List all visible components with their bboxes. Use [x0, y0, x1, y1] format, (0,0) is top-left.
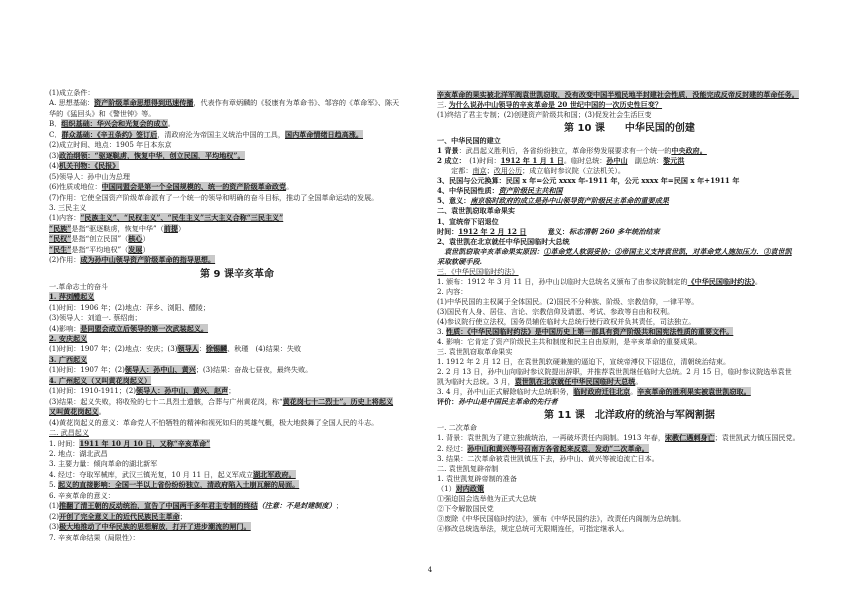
text-line: 2 成立： (1)时间：1912 年 1 月 1 日。临时总统：孙中山 副总统：黎元洪: [437, 156, 685, 166]
text-line: (1)内容：“民族主义”、“民权主义”、“民生主义”三大主义合称“三民主义”: [49, 213, 284, 223]
lesson-9-title: 第 9 课辛亥革命: [200, 268, 274, 280]
text-line: (3)极大地推动了中华民族的思想解放，打开了进步潮流的闸门。: [49, 522, 251, 532]
text-line: (1)时间：1906 年；(2)地点：萍乡、浏阳、醴陵；: [49, 302, 210, 312]
question-heading: 三. 为什么说孙中山领导的辛亥革命是 20 世纪中国的一次历史性巨变？: [437, 100, 663, 110]
text-line: 3. 三民主义: [49, 202, 87, 212]
text-line: ①强迫国会选举他为正式大总统: [437, 493, 537, 503]
text-line: 2. 地点：湖北武昌: [49, 448, 108, 458]
section-heading: 一.革命志士的奋斗: [49, 281, 109, 291]
text-line: 6. 辛亥革命的意义：: [49, 490, 115, 500]
text-line: ②下令解散国民党: [437, 503, 494, 513]
text-line: ③废除《中华民国临时约法》，颁布《中华民国约法》，改责任内阁制为总统制。: [437, 513, 686, 523]
text-line: 3. 4 月，孙中山正式解除临时大总统职务，临时政府迁往北京。辛亥革命的胜利果实被袁世凯窃取。: [437, 387, 751, 397]
text-line: 评价：孙中山是中国民主革命的先行者: [437, 397, 558, 407]
text-line: (2)开创了完全意义上的近代民族民主革命；: [49, 511, 187, 521]
text-line: 袁世凯窃取辛亥革命果实原因：①革命党人软弱妥协；②帝国主义支持袁世凯，对革命党人施加压力．③袁世凯: [437, 246, 792, 256]
text-line: 定都：南京；改用公历；成立临时参议院（立法机关）。: [437, 166, 625, 176]
text-line: (3)领导人：刘道一. 蔡绍南；: [49, 313, 142, 323]
text-line: (3)国民有人身、居住、言论、宗教信仰及请愿、考试、参政等自由和权利。: [437, 306, 675, 316]
text-line: (1)成立条件：: [49, 88, 95, 97]
subsection-heading: 1、宣统帝下诏退位: [437, 216, 499, 226]
text-line: 3. 结果：二次革命被袁世凯镇压下去，孙中山、黄兴等被迫流亡日本。: [437, 453, 659, 463]
section-heading: 二. 武昌起义: [49, 428, 89, 438]
text-line: (7)作用：它使全国资产阶级革命派有了一个统一的领导和明确的奋斗目标，推动了全国革命运动的发展。: [49, 192, 379, 202]
text-line: (2)成立时间、地点：1905 年日本东京: [49, 140, 172, 150]
subsection-heading: 4. 广州起义（又叫黄花岗起义）: [49, 375, 152, 385]
text-line: (1)时间：1907 年；(2)地点：安庆；(3)领导人：徐锡麟、秋瑾 (4)结果：失败: [49, 344, 302, 354]
text-line: (1)时间：1910-1911；(2)领导人：孙中山、黄兴、赵声；: [49, 386, 236, 396]
text-line: 7. 辛亥革命结果（局限性）：: [49, 532, 140, 542]
text-line: 4、中华民国性质：资产阶级民主共和国: [437, 186, 563, 196]
text-line: 4. 经过：夺取军械库，武汉三镇光复，10 月 11 日，起义军成立湖北军政府。: [49, 469, 296, 479]
section-heading: 三. 袁世凯窃取革命果实: [437, 347, 513, 357]
text-line: (6)性质或地位：中国同盟会是第一个全国规模的、统一的资产阶级革命政党。: [49, 182, 294, 192]
text-line: 3. 主要力量：倾向革命的湖北新军: [49, 459, 158, 469]
text-line: 3. 性质：《中华民国临时约法》是中国历史上第一部具有资产阶级共和国宪法性质的重要文件。: [437, 327, 734, 337]
text-line: (4)机关刊物：《民报》: [49, 161, 120, 171]
text-line: 又叫黄花岗起义。: [49, 407, 106, 417]
text-line: 1. 颁布：1912 年 3 月 11 日，孙中山以临时大总统名义颁布了由参议院制定的《中华民国临时约法》。: [437, 276, 762, 286]
text-line: (3)政治纲领：“驱逐鞑虏，恢复中华，创立民国，平均地权”。: [49, 150, 245, 160]
page-number: 4: [427, 566, 433, 574]
subsection-heading: 2. 安庆起义: [49, 333, 88, 343]
text-line: 辛亥革命的果实被北洋军阀袁世凯窃取，没有改变中国半殖民地半封建社会性质，没能完成反帝反封建的革命任务。: [437, 90, 799, 99]
text-line: 1 背景：武昌起义胜利后，各省纷纷独立，革命形势发展要求有一个统一的中央政府。: [437, 146, 707, 156]
section-heading: 一、中华民国的建立: [437, 136, 501, 146]
text-line: A. 思想基础：资产阶级革命思想得到迅速传播，代表作有章炳麟的《驳康有为革命书》、邹容的《革命军》、陈天: [49, 98, 400, 108]
text-line: 1. 袁世凯复辟帝制的准备: [437, 473, 517, 483]
text-line: (1)中华民国的主权属于全体国民。(2)国民不分种族、阶级、宗教信仰，一律平等。: [437, 296, 699, 306]
text-line: “民族”是指“驱逐鞑虏，恢复中华”（前提）: [49, 223, 186, 233]
section-heading: 一. 二次革命: [437, 423, 477, 433]
text-line: “民权”是指“创立民国”（核心）: [49, 234, 150, 244]
text-line: (3)结果：起义失败，将收殓的七十二具烈士遗骸，合葬与广州黄花岗，称“黄花岗七十二烈士”。历史上将起义: [49, 396, 394, 406]
lesson-11-title: 第 11 课 北洋政府的统治与军阀割据: [544, 410, 715, 422]
text-line: 4. 影响：它肯定了资产阶级民主共和制度和民主自由原则，是辛亥革命的重要成果。: [437, 337, 702, 347]
section-heading: 二、袁世凯窃取革命果实: [437, 206, 516, 216]
text-line: (1)推翻了清王朝的反动统治，宣告了中国两千多年君主专制的终结（注意：不是封建制度）；: [49, 501, 343, 511]
text-line: 3、民国与公元换算：民国 x 年=公元 xxxx 年-1911 年，公元 xxxx 年=民国 x 年+1911 年: [437, 176, 740, 186]
text-line: 采取软硬手段.: [437, 256, 483, 266]
text-line: 5、意义：南京临时政府的成立是孙中山领导资产阶级民主革命的重要成果: [437, 196, 669, 206]
text-line: (5)领导人：孙中山为总理: [49, 171, 130, 181]
subsection-heading: 3. 广西起义: [49, 354, 88, 364]
text-line: (1)时间：1907 年；(2)领导人：孙中山、黄兴；(3)结果：奋战七昼夜，最终失败。: [49, 365, 313, 375]
left-column: [49, 88, 425, 543]
text-line: ④修改总统选举法，规定总统可无限期连任，可指定继承人。: [437, 523, 629, 533]
text-line: 1. 背景：袁世凯为了建立独裁统治，一再破坏责任内阁制。1913 年春，宋教仁遇刺身亡；袁世凯武力镇压国民党。: [437, 433, 800, 443]
text-line: B．组织基础：华兴会和光复会的成立。: [49, 119, 175, 129]
text-line: 2. 内容：: [437, 286, 468, 296]
text-line: （1）对内政策: [437, 483, 485, 493]
text-line: C．群众基础：《辛丑条约》签订后，清政府沦为帝国主义统治中国的工具，国内革命情绪日趋高涨。: [49, 129, 364, 139]
text-line: 2. 经过：孙中山和黄兴等号召南方各省起来反袁，发动“二次革命。: [437, 443, 649, 453]
text-line: (1)终结了君主专制；(2)创建资产阶级共和国；(3)促发社会生活巨变: [437, 110, 652, 120]
text-line: 1. 1912 年 2 月 12 日，在袁世凯软硬兼施的逼迫下，宣统帝溥仪下诏退位，清朝统治结束。: [437, 357, 731, 367]
section-heading: 二. 袁世凯复辟帝制: [437, 463, 499, 473]
lesson-10-title: 第 10 课 中华民国的创建: [564, 123, 695, 135]
text-line: (4)影响：是同盟会成立后领导的第一次武装起义。: [49, 323, 209, 333]
subsection-heading: 1. 萍浏醴起义: [49, 292, 95, 302]
text-line: 1. 时间：1911 年 10 月 10 日，又称“辛亥革命”: [49, 438, 211, 448]
right-column: [437, 90, 822, 534]
text-line: (4)黄花岗起义的意义：革命党人不怕牺牲的精神和视死如归的英雄气概，极大地鼓舞了全国人民的斗志。: [49, 417, 379, 427]
text-line: (2)作用：成为孙中山领导资产阶级革命的指导思想。: [49, 255, 216, 265]
section-heading: 三．《中华民国临时约法》: [437, 266, 519, 276]
text-line: 2. 2 月 13 日，孙中山向临时参议院提出辞职，并推荐袁世凯继任临时大总统。2 月 15 日，临时参议院选举袁世: [437, 367, 792, 377]
text-line: 时间：1912 年 2 月 12 日 意义：标志清朝 260 多年统治结束: [437, 226, 660, 236]
text-line: 华的《猛回头》和《警世钟》等。: [49, 108, 156, 118]
text-line: “民生”是指“平均地权”（发展）: [49, 244, 150, 254]
text-line: 凯为临时大总统。3 月，袁世凯在北京就任中华民国临时大总统。: [437, 377, 643, 387]
text-line: 5. 起义的直接影响：全国一半以上省份纷纷独立，清政府陷入土崩瓦解的局面。: [49, 480, 300, 490]
text-line: (4)参议院行使立法权，国务员辅佐临时大总统行使行政权并负其责任，司法独立。: [437, 316, 696, 326]
subsection-heading: 2、袁世凯在北京就任中华民国临时大总统: [437, 236, 570, 246]
